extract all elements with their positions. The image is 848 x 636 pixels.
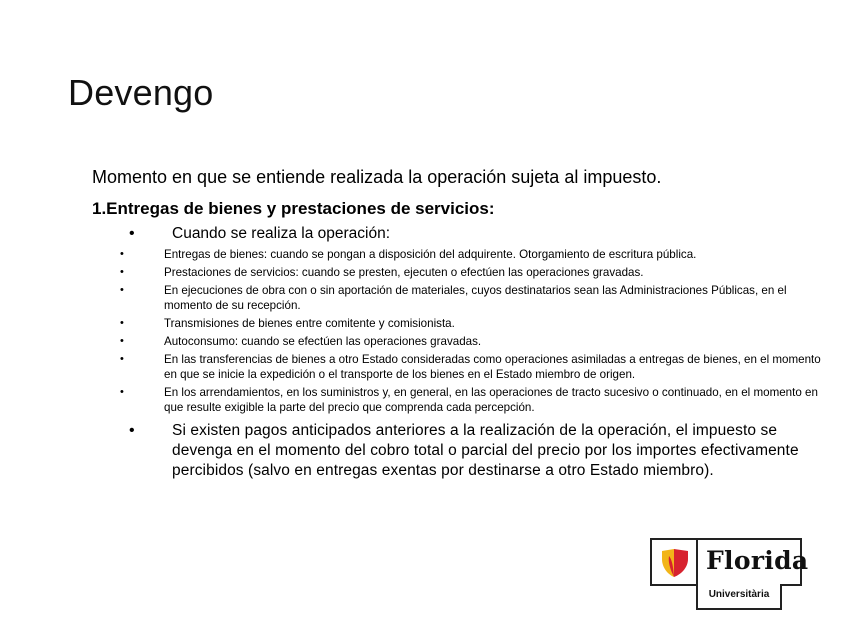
sub-bullet-item: • En las transferencias de bienes a otro Estado consideradas como operaciones asimiladas a entregas de bienes, en el momento en que se inicie la expedición o el transporte de los bienes en el Estado miembro de origen. [128, 352, 822, 382]
slide-title: Devengo [68, 72, 214, 113]
bullet-text: • Cuando se realiza la operación: [172, 225, 390, 242]
sub-bullet-item: • Prestaciones de servicios: cuando se presten, ejecuten o efectúen las operaciones gravadas. [128, 265, 822, 280]
intro-text: Momento en que se entiende realizada la operación sujeta al impuesto. [92, 167, 662, 187]
sub-bullet-item: • En los arrendamientos, en los suministros y, en general, en las operaciones de tracto sucesivo o continuado, en el momento en que resulte exigible la parte del precio que comprenda cada percepción. [128, 385, 822, 415]
sub-bullet-item: • En ejecuciones de obra con o sin aportación de materiales, cuyos destinatarios sean las Administraciones Públicas, en el momento de su recepción. [128, 283, 822, 313]
logo-name: Florida [706, 546, 809, 575]
bullet-item [92, 224, 822, 415]
florida-shield-icon [660, 547, 690, 579]
sub-bullet-list [128, 247, 822, 415]
section-heading: 1.Entregas de bienes y prestaciones de servicios: [92, 199, 495, 218]
logo-subtitle-box [696, 584, 782, 610]
bullet-list [92, 224, 822, 481]
sub-bullet-item: • Transmisiones de bienes entre comitente y comisionista. [128, 316, 822, 331]
sub-bullet-item: • Entregas de bienes: cuando se pongan a disposición del adquirente. Otorgamiento de escritura pública. [128, 247, 822, 262]
logo-box [650, 538, 809, 586]
bullet-item [92, 421, 822, 481]
sub-bullet-item: • Autoconsumo: cuando se efectúen las operaciones gravadas. [128, 334, 822, 349]
florida-logo [650, 538, 809, 612]
slide-content [92, 166, 822, 481]
bullet-text: • Si existen pagos anticipados anteriores a la realización de la operación, el impuesto se devenga en el momento del cobro total o parcial del precio por los importes efectivamente percibidos (salvo en entregas exentas por destinarse a otro Estado miembro). [172, 422, 799, 479]
logo-subtitle: Universitària [708, 589, 770, 600]
logo-divider [696, 540, 698, 584]
